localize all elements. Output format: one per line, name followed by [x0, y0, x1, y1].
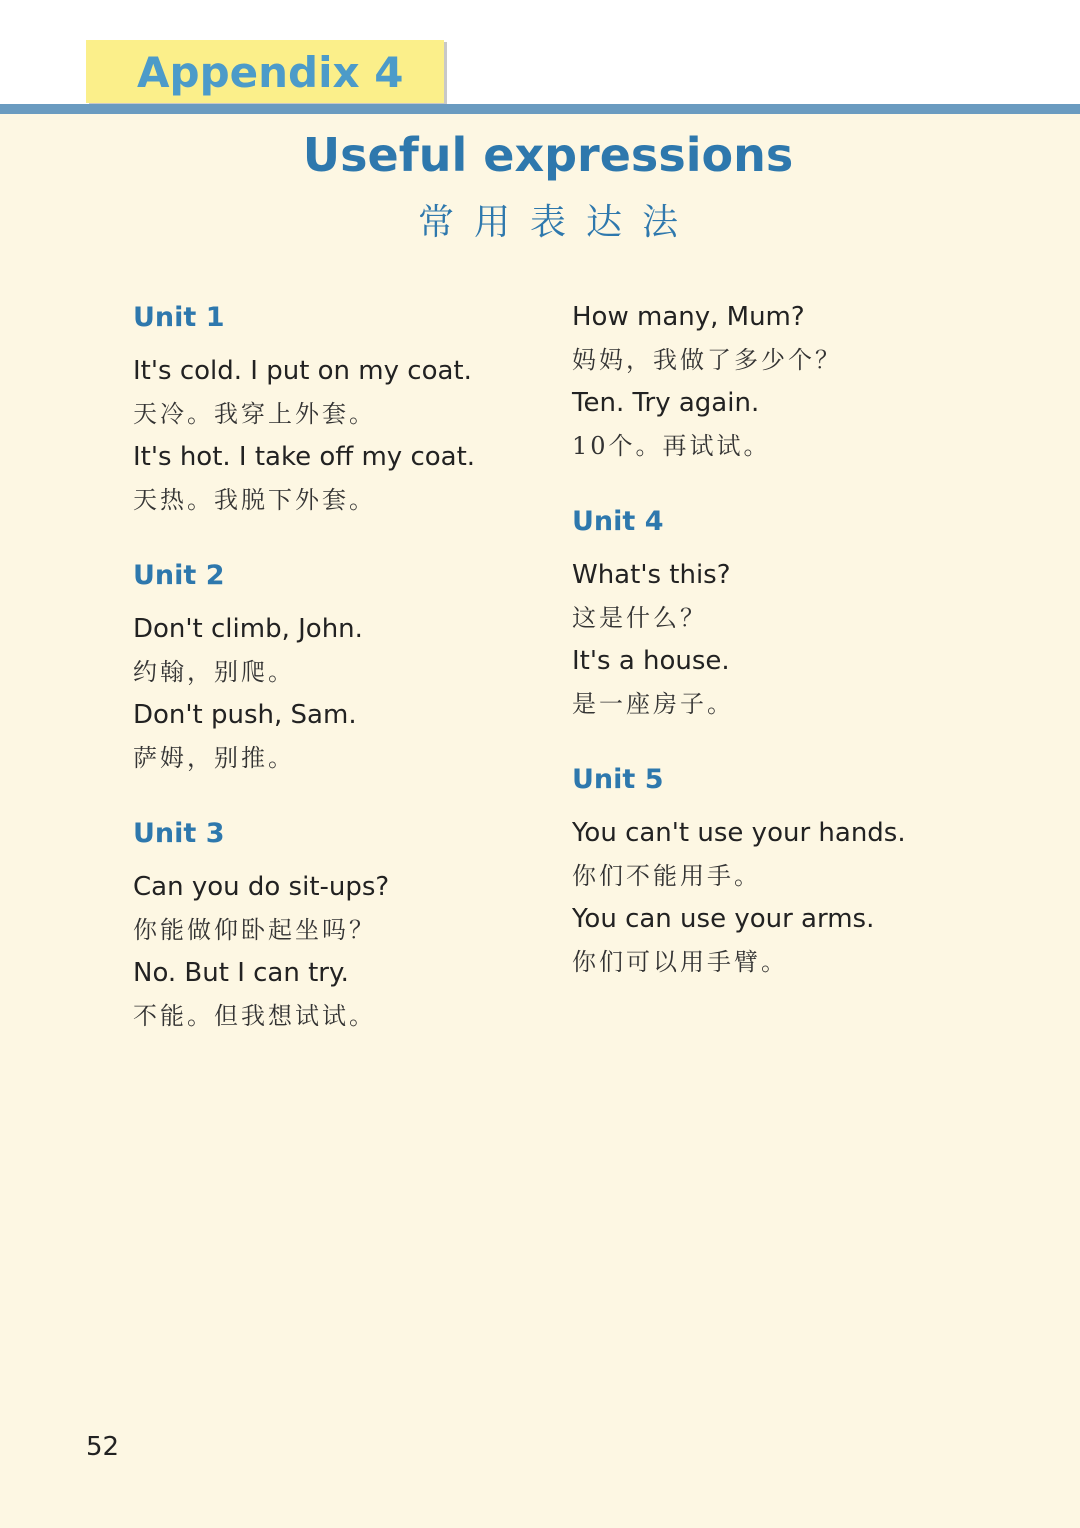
- unit-heading: Unit 1: [133, 302, 225, 333]
- unit-1-section: [133, 296, 553, 522]
- chinese-translation: 天冷。我穿上外套。: [133, 400, 376, 428]
- unit-heading: Unit 2: [133, 560, 225, 591]
- english-expression: You can use your arms.: [572, 904, 875, 934]
- english-expression: It's hot. I take off my coat.: [133, 442, 476, 472]
- chinese-translation: 萨姆，别推。: [133, 744, 295, 772]
- chinese-translation: 不能。但我想试试。: [133, 1002, 376, 1030]
- unit-heading: Unit 3: [133, 818, 225, 849]
- unit-2-section: [133, 554, 553, 780]
- english-expression: What's this?: [572, 560, 731, 590]
- english-expression: How many, Mum?: [572, 302, 805, 332]
- english-expression: Ten. Try again.: [572, 388, 760, 418]
- chinese-translation: 你们可以用手臂。: [572, 948, 788, 976]
- chinese-translation: 妈妈，我做了多少个？: [572, 346, 842, 374]
- right-column: [572, 296, 1032, 1016]
- english-expression: Don't climb, John.: [133, 614, 363, 644]
- chinese-translation: 10个。再试试。: [572, 432, 771, 460]
- chinese-translation: 这是什么？: [572, 604, 707, 632]
- page-subtitle: 常用表达法: [417, 202, 698, 243]
- english-expression: It's cold. I put on my coat.: [133, 356, 472, 386]
- unit-heading: Unit 5: [572, 764, 664, 795]
- unit-3-section: [133, 812, 553, 1038]
- unit-3-continued-section: [572, 296, 1032, 468]
- header-rule: [0, 104, 1080, 114]
- english-expression: Don't push, Sam.: [133, 700, 357, 730]
- chinese-translation: 天热。我脱下外套。: [133, 486, 376, 514]
- english-expression: Can you do sit-ups?: [133, 872, 390, 902]
- unit-4-section: [572, 500, 1032, 726]
- chinese-translation: 你能做仰卧起坐吗？: [133, 916, 376, 944]
- unit-heading: Unit 4: [572, 506, 664, 537]
- page-title: Useful expressions: [302, 128, 794, 182]
- unit-5-section: [572, 758, 1032, 984]
- appendix-label: Appendix 4: [137, 48, 404, 97]
- chinese-translation: 你们不能用手。: [572, 862, 761, 890]
- english-expression: No. But I can try.: [133, 958, 349, 988]
- english-expression: It's a house.: [572, 646, 730, 676]
- page-number: 52: [86, 1432, 120, 1462]
- chinese-translation: 是一座房子。: [572, 690, 734, 718]
- chinese-translation: 约翰，别爬。: [133, 658, 295, 686]
- english-expression: You can't use your hands.: [572, 818, 906, 848]
- left-column: [133, 296, 553, 1070]
